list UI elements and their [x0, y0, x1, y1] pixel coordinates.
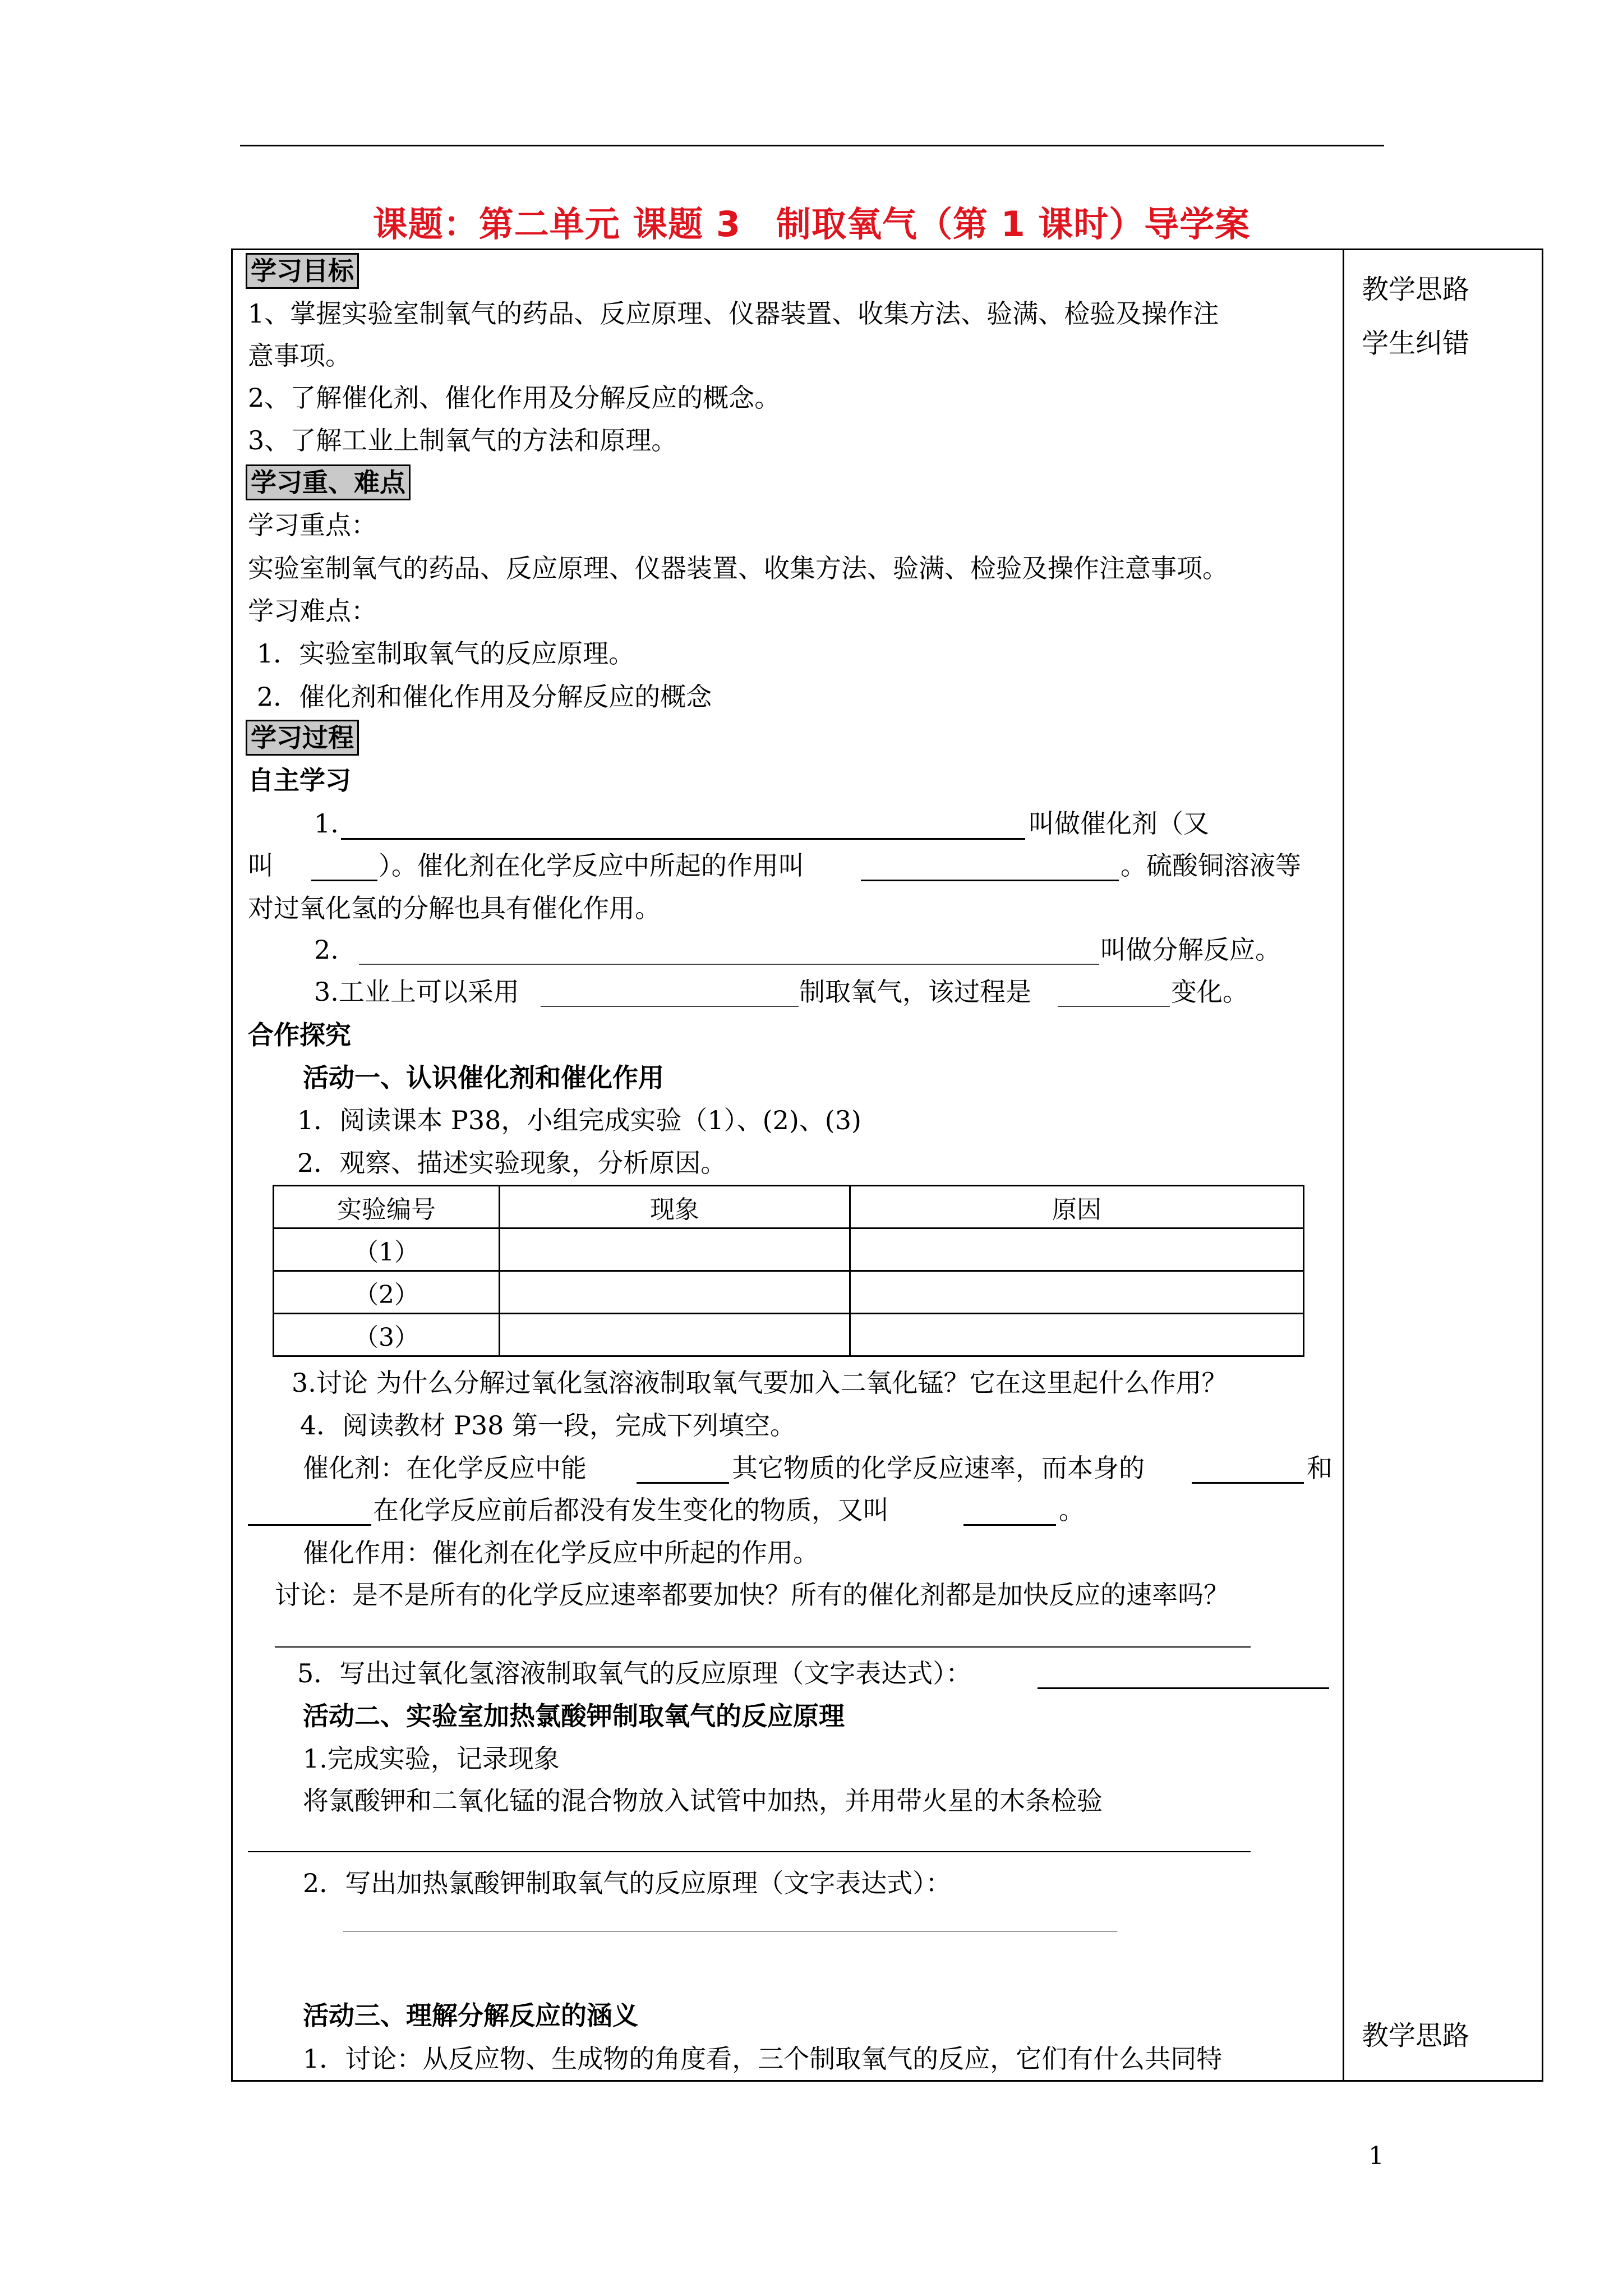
difficulty-label: 学习难点： — [248, 596, 377, 626]
cell-phenomenon-3[interactable] — [500, 1314, 850, 1356]
catalyst-blank-2[interactable] — [1192, 1482, 1304, 1484]
sidebar-teaching-ideas-2: 教学思路 — [1362, 2020, 1470, 2051]
row-label-3: （3） — [274, 1314, 500, 1356]
sidebar-teaching-ideas: 教学思路 — [1362, 274, 1470, 305]
activity-2-step-1b: 将氯酸钾和二氧化锰的混合物放入试管中加热，并用带火星的木条检验 — [303, 1786, 1103, 1816]
activity-1-heading: 活动一、认识催化剂和催化作用 — [303, 1062, 664, 1093]
difficulty-1: 1．实验室制取氧气的反应原理。 — [257, 638, 635, 669]
discussion-answer-line[interactable] — [275, 1646, 1251, 1648]
q1-line3: 对过氧化氢的分解也具有催化作用。 — [248, 893, 661, 923]
q1-line2-c: 。硫酸铜溶液等 — [1121, 850, 1301, 881]
cell-phenomenon-2[interactable] — [500, 1271, 850, 1314]
catalyst-blank-4[interactable] — [963, 1524, 1056, 1526]
cell-reason-2[interactable] — [850, 1271, 1304, 1314]
page-number: 1 — [1368, 2142, 1384, 2170]
activity-2-step-2-blank[interactable] — [343, 1931, 1117, 1932]
q1-blank-1[interactable] — [341, 838, 1025, 840]
cell-phenomenon-1[interactable] — [500, 1228, 850, 1271]
step-5-blank[interactable] — [1038, 1687, 1329, 1689]
q1-line1-tail: 叫做催化剂（又 — [1029, 808, 1209, 839]
q1-line2-a: 叫 — [248, 850, 274, 881]
q3-blank-1[interactable] — [541, 1006, 799, 1007]
row-label-1: （1） — [274, 1228, 500, 1271]
experiment-table — [273, 1185, 1304, 1357]
q1-number: 1. — [314, 808, 339, 839]
activity-2-answer-line[interactable] — [248, 1851, 1251, 1852]
activity-2-step-2: 2．写出加热氯酸钾制取氧气的反应原理（文字表达式）： — [303, 1868, 952, 1898]
catalyst-def-b: 其它物质的化学反应速率，而本身的 — [732, 1453, 1145, 1483]
catalyst-def-c: 和 — [1307, 1453, 1332, 1483]
activity-1-step-2: 2．观察、描述实验现象，分析原因。 — [297, 1148, 727, 1178]
goal-1a: 1、掌握实验室制氧气的药品、反应原理、仪器装置、收集方法、验满、检验及操作注 — [248, 298, 1219, 329]
q2-tail: 叫做分解反应。 — [1100, 935, 1281, 965]
activity-3-step-1: 1．讨论：从反应物、生成物的角度看，三个制取氧气的反应，它们有什么共同特 — [303, 2044, 1223, 2074]
activity-3-heading: 活动三、理解分解反应的涵义 — [303, 2000, 638, 2031]
page-title: 课题：第二单元 课题 3 制取氧气（第 1 课时）导学案 — [372, 204, 1251, 245]
catalyst-def-line2: 在化学反应前后都没有发生变化的物质，又叫 — [373, 1495, 889, 1525]
cell-reason-1[interactable] — [850, 1228, 1304, 1271]
q2-blank[interactable] — [359, 964, 1099, 965]
header-reason: 原因 — [850, 1186, 1304, 1228]
catalyst-blank-3[interactable] — [248, 1524, 371, 1526]
goals-heading: 学习目标 — [246, 253, 359, 289]
goal-1b: 意事项。 — [248, 341, 351, 371]
key-label: 学习重点： — [248, 510, 377, 540]
key-text: 实验室制氧气的药品、反应原理、仪器装置、收集方法、验满、检验及操作注意事项。 — [248, 553, 1228, 583]
catalyst-blank-1[interactable] — [637, 1482, 729, 1484]
activity-2-step-1: 1.完成实验，记录现象 — [303, 1743, 560, 1774]
catalysis-def: 催化作用：催化剂在化学反应中所起的作用。 — [303, 1538, 819, 1568]
cell-reason-3[interactable] — [850, 1314, 1304, 1356]
goal-2: 2、了解催化剂、催化作用及分解反应的概念。 — [248, 383, 781, 413]
q3-blank-2[interactable] — [1058, 1006, 1170, 1007]
difficulty-2: 2．催化剂和催化作用及分解反应的概念 — [257, 682, 712, 712]
q3-c: 变化。 — [1171, 977, 1248, 1007]
activity-1-step-1: 1．阅读课本 P38，小组完成实验（1）、(2)、(3) — [297, 1105, 861, 1135]
activity-1-step-4: 4．阅读教材 P38 第一段，完成下列填空。 — [300, 1410, 796, 1441]
activity-2-heading: 活动二、实验室加热氯酸钾制取氧气的反应原理 — [303, 1701, 845, 1731]
discussion-question: 讨论：是不是所有的化学反应速率都要加快？所有的催化剂都是加快反应的速率吗？ — [275, 1580, 1229, 1610]
q1-blank-2[interactable] — [311, 880, 377, 881]
sidebar-error-correction: 学生纠错 — [1362, 328, 1470, 359]
activity-1-step-5: 5．写出过氧化氢溶液制取氧气的反应原理（文字表达式）： — [297, 1658, 972, 1688]
q3-a: 3.工业上可以采用 — [314, 977, 519, 1007]
q1-blank-3[interactable] — [861, 880, 1119, 881]
self-study-heading: 自主学习 — [248, 765, 351, 795]
q1-line2-b: ）。催化剂在化学反应中所起的作用叫 — [379, 850, 804, 881]
key-points-heading: 学习重、难点 — [246, 464, 411, 500]
catalyst-def-a: 催化剂：在化学反应中能 — [303, 1453, 587, 1483]
column-divider — [1343, 249, 1344, 2082]
goal-3: 3、了解工业上制氧气的方法和原理。 — [248, 425, 677, 455]
header-phenomenon: 现象 — [500, 1186, 850, 1228]
header-rule — [240, 145, 1384, 146]
q3-b: 制取氧气，该过程是 — [799, 977, 1031, 1007]
coop-heading: 合作探究 — [248, 1020, 351, 1050]
header-exp-number: 实验编号 — [274, 1186, 500, 1228]
row-label-2: （2） — [274, 1271, 500, 1314]
catalyst-def-end: 。 — [1059, 1495, 1085, 1525]
q2-number: 2. — [314, 935, 339, 965]
process-heading: 学习过程 — [246, 720, 359, 756]
activity-1-step-3: 3.讨论 为什么分解过氧化氢溶液制取氧气要加入二氧化锰？它在这里起什么作用？ — [292, 1368, 1228, 1398]
